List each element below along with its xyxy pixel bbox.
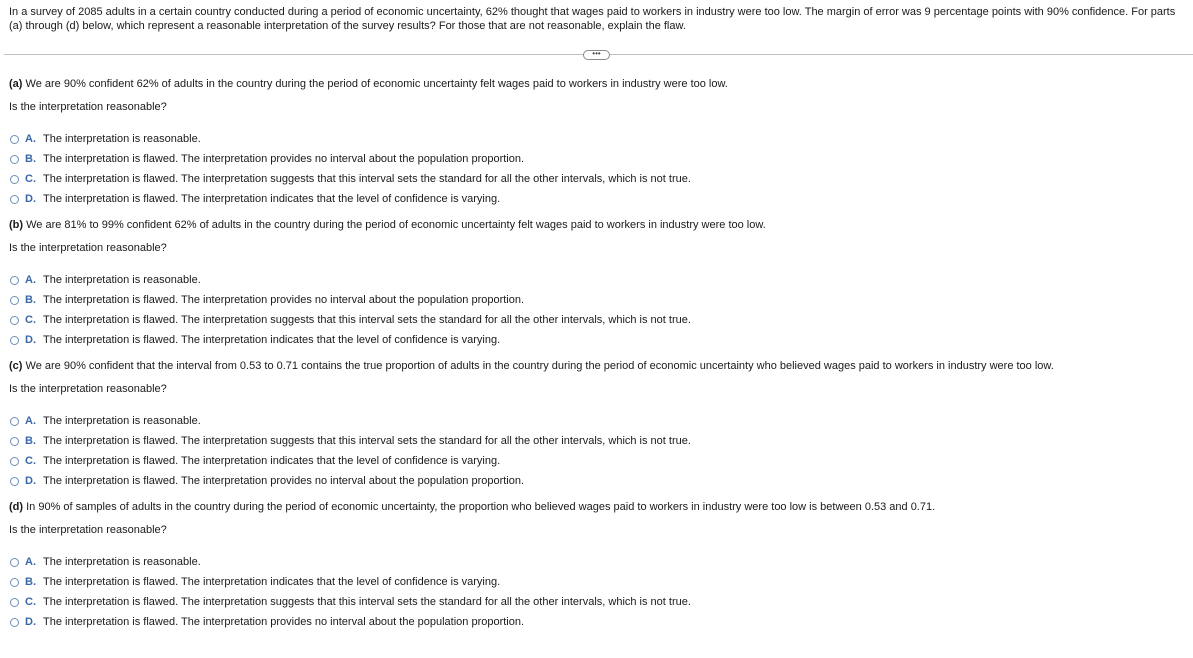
part-d-option-a[interactable] (10, 555, 201, 569)
part-b-option-b[interactable] (10, 293, 524, 307)
radio-button-icon[interactable] (10, 598, 19, 607)
option-text: The interpretation is flawed. The interpretation suggests that this interval sets the standard for all the other intervals, which is not true. (43, 314, 691, 326)
option-text: The interpretation is flawed. The interpretation indicates that the level of confidence is varying. (43, 334, 501, 346)
radio-button-icon[interactable] (10, 175, 19, 184)
radio-button-icon[interactable] (10, 296, 19, 305)
option-letter: B. (25, 576, 36, 588)
option-text: The interpretation is flawed. The interpretation indicates that the level of confidence is varying. (43, 193, 501, 205)
option-letter: A. (25, 274, 36, 286)
part-c-text: We are 90% confident that the interval from 0.53 to 0.71 contains the true proportion of adults in the country during the period of economic uncertainty who believed wages paid to workers in industry were too low. (25, 360, 1054, 372)
part-b-option-a[interactable] (10, 273, 201, 287)
option-letter: D. (25, 475, 36, 487)
part-b-option-d[interactable] (10, 333, 500, 347)
radio-button-icon[interactable] (10, 457, 19, 466)
radio-button-icon[interactable] (10, 135, 19, 144)
part-d-question: Is the interpretation reasonable? (9, 524, 167, 536)
problem-intro: In a survey of 2085 adults in a certain country conducted during a period of economic uncertainty, 62% thought that wages paid to workers in industry were too low. The margin of error was 9 percentage points with 90% confidence. For parts (a) through (d) below, which represent a reasonable interpretation of the survey results? For those that are not reasonable, explain the flaw. (9, 6, 1176, 32)
part-a-option-d[interactable] (10, 192, 500, 206)
part-b-label: (b) (9, 219, 24, 231)
part-d-statement (9, 501, 935, 513)
option-letter: A. (25, 133, 36, 145)
part-b-question: Is the interpretation reasonable? (9, 242, 167, 254)
option-text: The interpretation is flawed. The interpretation provides no interval about the population proportion. (43, 294, 525, 306)
part-c-label: (c) (9, 360, 23, 372)
option-letter: C. (25, 455, 36, 467)
part-a-option-c[interactable] (10, 172, 691, 186)
radio-button-icon[interactable] (10, 578, 19, 587)
radio-button-icon[interactable] (10, 417, 19, 426)
part-d-label: (d) (9, 501, 24, 513)
option-text: The interpretation is flawed. The interpretation indicates that the level of confidence is varying. (43, 455, 501, 467)
option-text: The interpretation is flawed. The interpretation provides no interval about the population proportion. (43, 616, 525, 628)
option-letter: B. (25, 153, 36, 165)
part-c-option-d[interactable] (10, 474, 524, 488)
radio-button-icon[interactable] (10, 618, 19, 627)
part-b-option-c[interactable] (10, 313, 691, 327)
option-letter: D. (25, 334, 36, 346)
part-a-option-a[interactable] (10, 132, 201, 146)
expand-button[interactable]: ••• (583, 50, 610, 60)
option-letter: C. (25, 173, 36, 185)
part-d-text: In 90% of samples of adults in the country during the period of economic uncertainty, the proportion who believed wages paid to workers in industry were too low is between 0.53 and 0.71. (26, 501, 936, 513)
part-c-option-a[interactable] (10, 414, 201, 428)
part-c-option-c[interactable] (10, 454, 500, 468)
option-letter: A. (25, 415, 36, 427)
option-letter: C. (25, 314, 36, 326)
radio-button-icon[interactable] (10, 437, 19, 446)
radio-button-icon[interactable] (10, 316, 19, 325)
option-text: The interpretation is flawed. The interpretation indicates that the level of confidence is varying. (43, 576, 501, 588)
option-text: The interpretation is reasonable. (43, 274, 201, 286)
radio-button-icon[interactable] (10, 195, 19, 204)
part-b-statement (9, 219, 766, 231)
option-text: The interpretation is flawed. The interpretation provides no interval about the population proportion. (43, 153, 525, 165)
radio-button-icon[interactable] (10, 558, 19, 567)
option-text: The interpretation is flawed. The interpretation suggests that this interval sets the standard for all the other intervals, which is not true. (43, 596, 691, 608)
part-a-statement (9, 78, 728, 90)
radio-button-icon[interactable] (10, 155, 19, 164)
option-letter: B. (25, 294, 36, 306)
part-c-statement (9, 360, 1054, 372)
option-text: The interpretation is flawed. The interpretation provides no interval about the population proportion. (43, 475, 525, 487)
part-d-option-c[interactable] (10, 595, 691, 609)
part-a-question: Is the interpretation reasonable? (9, 101, 167, 113)
option-letter: A. (25, 556, 36, 568)
option-text: The interpretation is reasonable. (43, 556, 201, 568)
option-letter: B. (25, 435, 36, 447)
option-text: The interpretation is flawed. The interpretation suggests that this interval sets the standard for all the other intervals, which is not true. (43, 435, 691, 447)
part-a-text: We are 90% confident 62% of adults in the country during the period of economic uncertainty felt wages paid to workers in industry were too low. (25, 78, 728, 90)
option-letter: C. (25, 596, 36, 608)
option-letter: D. (25, 616, 36, 628)
option-text: The interpretation is flawed. The interpretation suggests that this interval sets the standard for all the other intervals, which is not true. (43, 173, 691, 185)
radio-button-icon[interactable] (10, 336, 19, 345)
option-text: The interpretation is reasonable. (43, 415, 201, 427)
radio-button-icon[interactable] (10, 477, 19, 486)
part-a-label: (a) (9, 78, 23, 90)
part-c-question: Is the interpretation reasonable? (9, 383, 167, 395)
option-letter: D. (25, 193, 36, 205)
radio-button-icon[interactable] (10, 276, 19, 285)
part-b-text: We are 81% to 99% confident 62% of adults in the country during the period of economic uncertainty felt wages paid to workers in industry were too low. (26, 219, 766, 231)
option-text: The interpretation is reasonable. (43, 133, 201, 145)
part-c-option-b[interactable] (10, 434, 691, 448)
part-d-option-d[interactable] (10, 615, 524, 629)
part-d-option-b[interactable] (10, 575, 500, 589)
part-a-option-b[interactable] (10, 152, 524, 166)
